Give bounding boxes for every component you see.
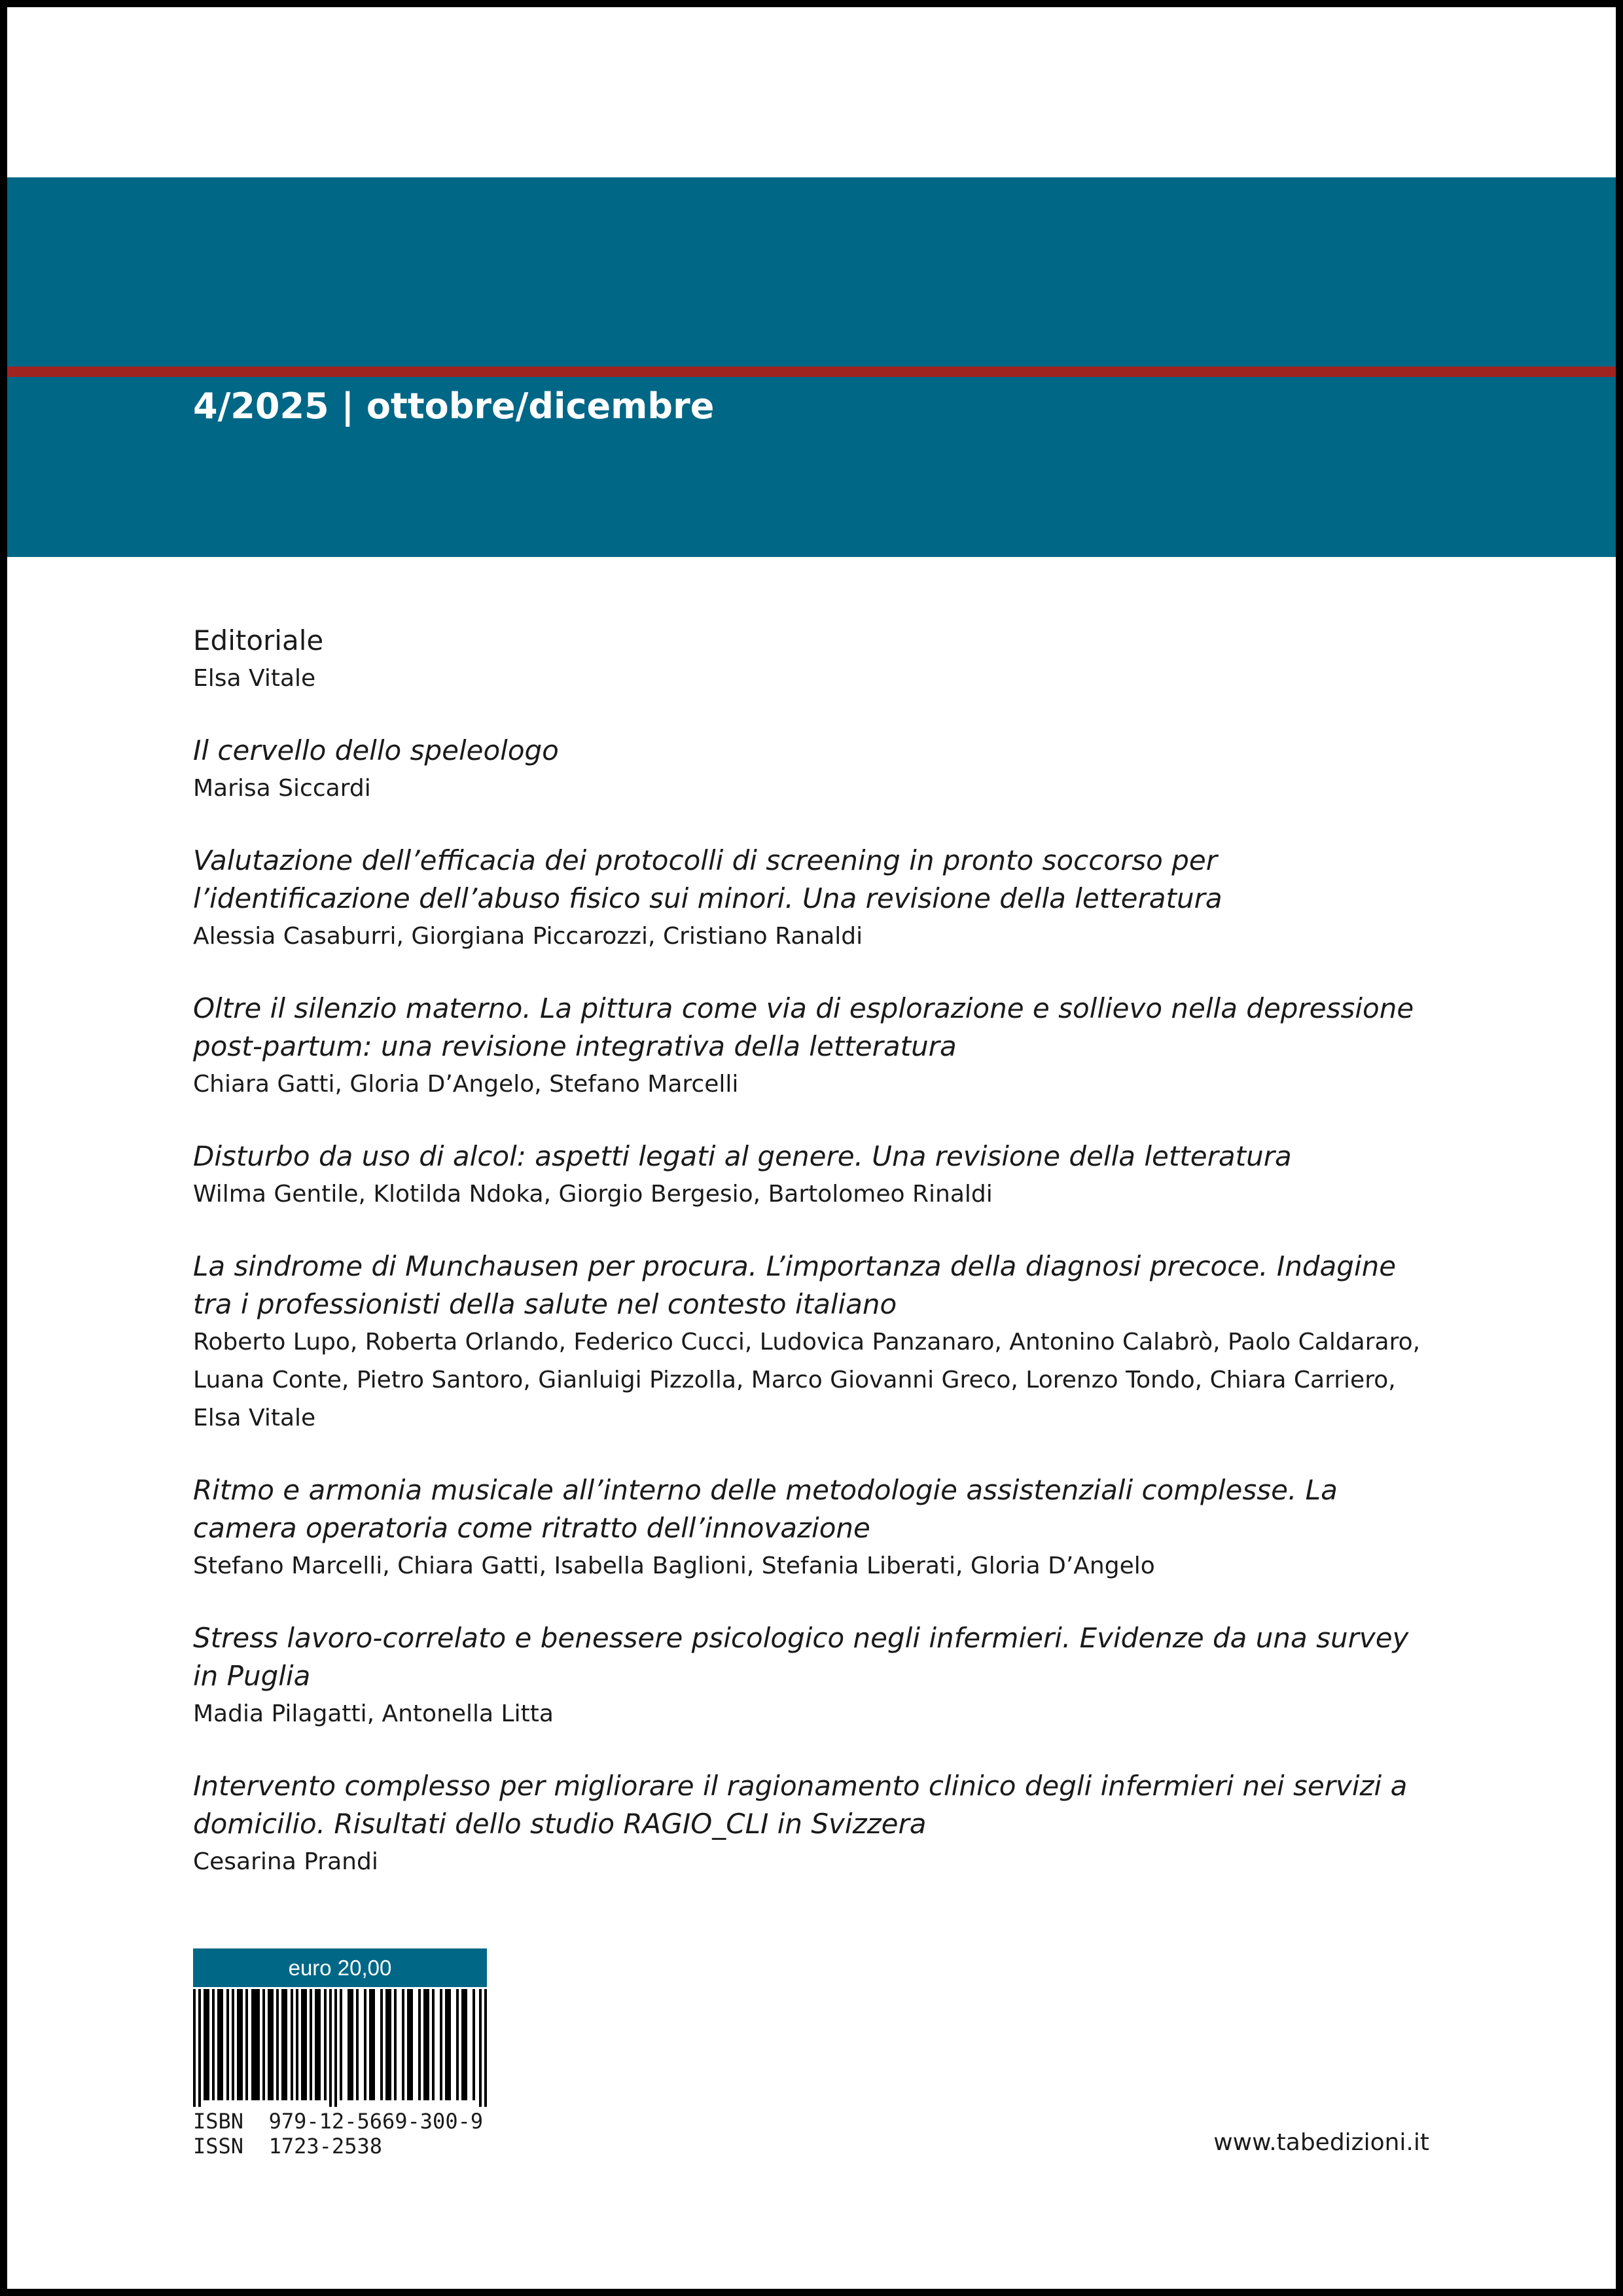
toc-entry-authors: Marisa Siccardi [193, 775, 371, 802]
toc-entry-authors: Stefano Marcelli, Chiara Gatti, Isabella Baglioni, Stefania Liberati, Gloria D’Angelo [193, 1552, 1155, 1579]
toc-entry-authors: Chiara Gatti, Gloria D’Angelo, Stefano Marcelli [193, 1071, 739, 1098]
toc-entry-authors: Alessia Casaburri, Giorgiana Piccarozzi, Cristiano Ranaldi [193, 923, 863, 950]
toc-entry-authors: Wilma Gentile, Klotilda Ndoka, Giorgio Bergesio, Bartolomeo Rinaldi [193, 1181, 993, 1208]
isbn-code: ISBN 979-12-5669-300-9 [193, 2109, 484, 2134]
toc-entry [193, 1471, 1436, 1585]
accent-line [0, 367, 1623, 377]
issue-label: 4/2025 | ottobre/dicembre [193, 386, 715, 427]
toc-entry-authors: Madia Pilagatti, Antonella Litta [193, 1700, 554, 1727]
toc-entry-title: Intervento complesso per migliorare il ragionamento clinico degli infermieri nei servizi a domicilio. Risultati dello studio RAGIO_CLI in Svizzera [193, 1770, 1408, 1840]
toc-entry-title: Ritmo e armonia musicale all’interno delle metodologie assistenziali complesse. La camera operatoria come ritratto dell’innovazione [193, 1474, 1338, 1544]
toc-entry [193, 1619, 1436, 1733]
toc-entry-title: Valutazione dell’efficacia dei protocolli di screening in pronto soccorso per l’identificazione dell’abuso fisico sui minori. Una revisione della letteratura [193, 844, 1222, 914]
toc-entry [193, 990, 1436, 1103]
price-label: euro 20,00 [193, 1948, 487, 1987]
header-band [0, 177, 1623, 557]
toc-entry [193, 1247, 1436, 1437]
toc-entry-title: Editoriale [193, 624, 324, 656]
identifier-codes [193, 2109, 483, 2159]
toc-entry-title: Oltre il silenzio materno. La pittura come via di esplorazione e sollievo nella depressione post-partum: una revisione integrativa della letteratura [193, 992, 1414, 1062]
toc-entry-title: La sindrome di Munchausen per procura. L’importanza della diagnosi precoce. Indagine tra i professionisti della salute nel contesto italiano [193, 1250, 1397, 1320]
toc-entry-title: Il cervello dello speleologo [193, 734, 559, 766]
toc-entry-title: Disturbo da uso di alcol: aspetti legati al genere. Una revisione della letteratura [193, 1140, 1292, 1172]
toc-entry [193, 1767, 1436, 1881]
publisher-website: www.tabedizioni.it [1213, 2129, 1429, 2156]
toc-entry [193, 1138, 1436, 1213]
toc-entry-title: Stress lavoro-correlato e benessere psicologico negli infermieri. Evidenze da una survey in Puglia [193, 1622, 1409, 1692]
issn-code: ISSN 1723-2538 [193, 2134, 382, 2159]
toc-entry [193, 732, 1436, 808]
barcode [193, 1989, 487, 2107]
toc-entry-authors: Roberto Lupo, Roberta Orlando, Federico Cucci, Ludovica Panzanaro, Antonino Calabrò, Paolo Caldararo, Luana Conte, Pietro Santoro, Gianluigi Pizzolla, Marco Giovanni Greco, Lorenzo Tondo, Chiara Carriero, Elsa Vitale [193, 1329, 1421, 1431]
toc-entry-editoriale [193, 622, 1436, 698]
toc-entry-authors: Elsa Vitale [193, 665, 316, 692]
table-of-contents [193, 622, 1436, 1881]
toc-entry-authors: Cesarina Prandi [193, 1848, 378, 1875]
toc-entry [193, 842, 1436, 956]
